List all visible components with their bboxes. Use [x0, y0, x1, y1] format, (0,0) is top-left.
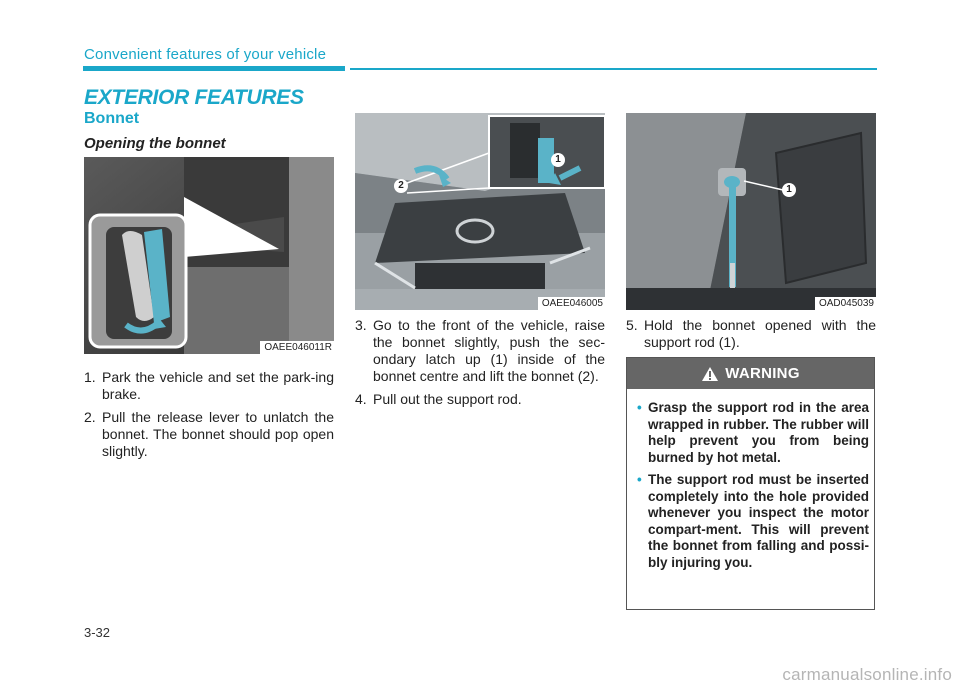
step-item: 3. Go to the front of the vehicle, raise the bonnet slightly, push the sec-ondary latch up (1) inside of the bonnet centre and lift the bonnet (2).: [355, 317, 605, 384]
callout-2: 2: [394, 179, 408, 193]
header-rule: [350, 68, 877, 70]
step-text: Pull the release lever to unlatch the bonnet. The bonnet should pop open slightly.: [102, 409, 334, 459]
figure-support-rod: [626, 113, 876, 310]
warning-item: • The support rod must be inserted completely into the hole provided whenever you inspect the motor compart-ment. This will prevent the bonnet from falling and possi-bly injuring you.: [637, 472, 869, 570]
step-text: Hold the bonnet opened with the support rod (1).: [644, 317, 876, 350]
steps-column-3: [626, 317, 876, 357]
callout-1: 1: [551, 153, 565, 167]
figure-secondary-latch: [355, 113, 605, 310]
page-number: 3-32: [84, 625, 111, 640]
step-text: Pull out the support rod.: [373, 391, 522, 407]
warning-title: WARNING: [725, 365, 800, 382]
step-item: 5. Hold the bonnet opened with the support rod (1).: [626, 317, 876, 350]
step-text: Go to the front of the vehicle, raise the bonnet slightly, push the sec-ondary latch up (1) inside of the bonnet centre and lift the bonnet (2).: [373, 317, 605, 384]
bullet-icon: •: [637, 400, 642, 415]
header-accent-bar: [83, 66, 345, 71]
steps-column-1: [84, 369, 334, 466]
warning-box: [626, 357, 875, 610]
chapter-title: Convenient features of your vehicle: [84, 46, 327, 63]
figure-code: OAEE046005: [538, 297, 605, 310]
warning-header: [627, 358, 874, 389]
warning-item: • Grasp the support rod in the area wrapped in rubber. The rubber will help prevent you from being burned by hot metal.: [637, 400, 869, 465]
release-lever-photo: [84, 157, 334, 354]
figure-release-lever: [84, 157, 334, 354]
steps-column-2: [355, 317, 605, 414]
warning-list: [637, 400, 869, 577]
warning-triangle-icon: [701, 366, 719, 382]
step-item: 2. Pull the release lever to unlatch the bonnet. The bonnet should pop open slightly.: [84, 409, 334, 459]
watermark: carmanualsonline.info: [782, 665, 952, 684]
procedure-title: Opening the bonnet: [84, 135, 226, 152]
figure-code: OAEE046011R: [260, 341, 334, 354]
bullet-icon: •: [637, 472, 642, 487]
section-title: EXTERIOR FEATURES: [84, 86, 304, 109]
figure-code: OAD045039: [815, 297, 876, 310]
subsection-title: Bonnet: [84, 110, 140, 127]
secondary-latch-photo: [355, 113, 605, 310]
step-item: 4. Pull out the support rod.: [355, 391, 522, 407]
step-text: Park the vehicle and set the park-ing brake.: [102, 369, 334, 402]
callout-1: 1: [782, 183, 796, 197]
support-rod-photo: [626, 113, 876, 310]
step-item: 1. Park the vehicle and set the park-ing brake.: [84, 369, 334, 402]
